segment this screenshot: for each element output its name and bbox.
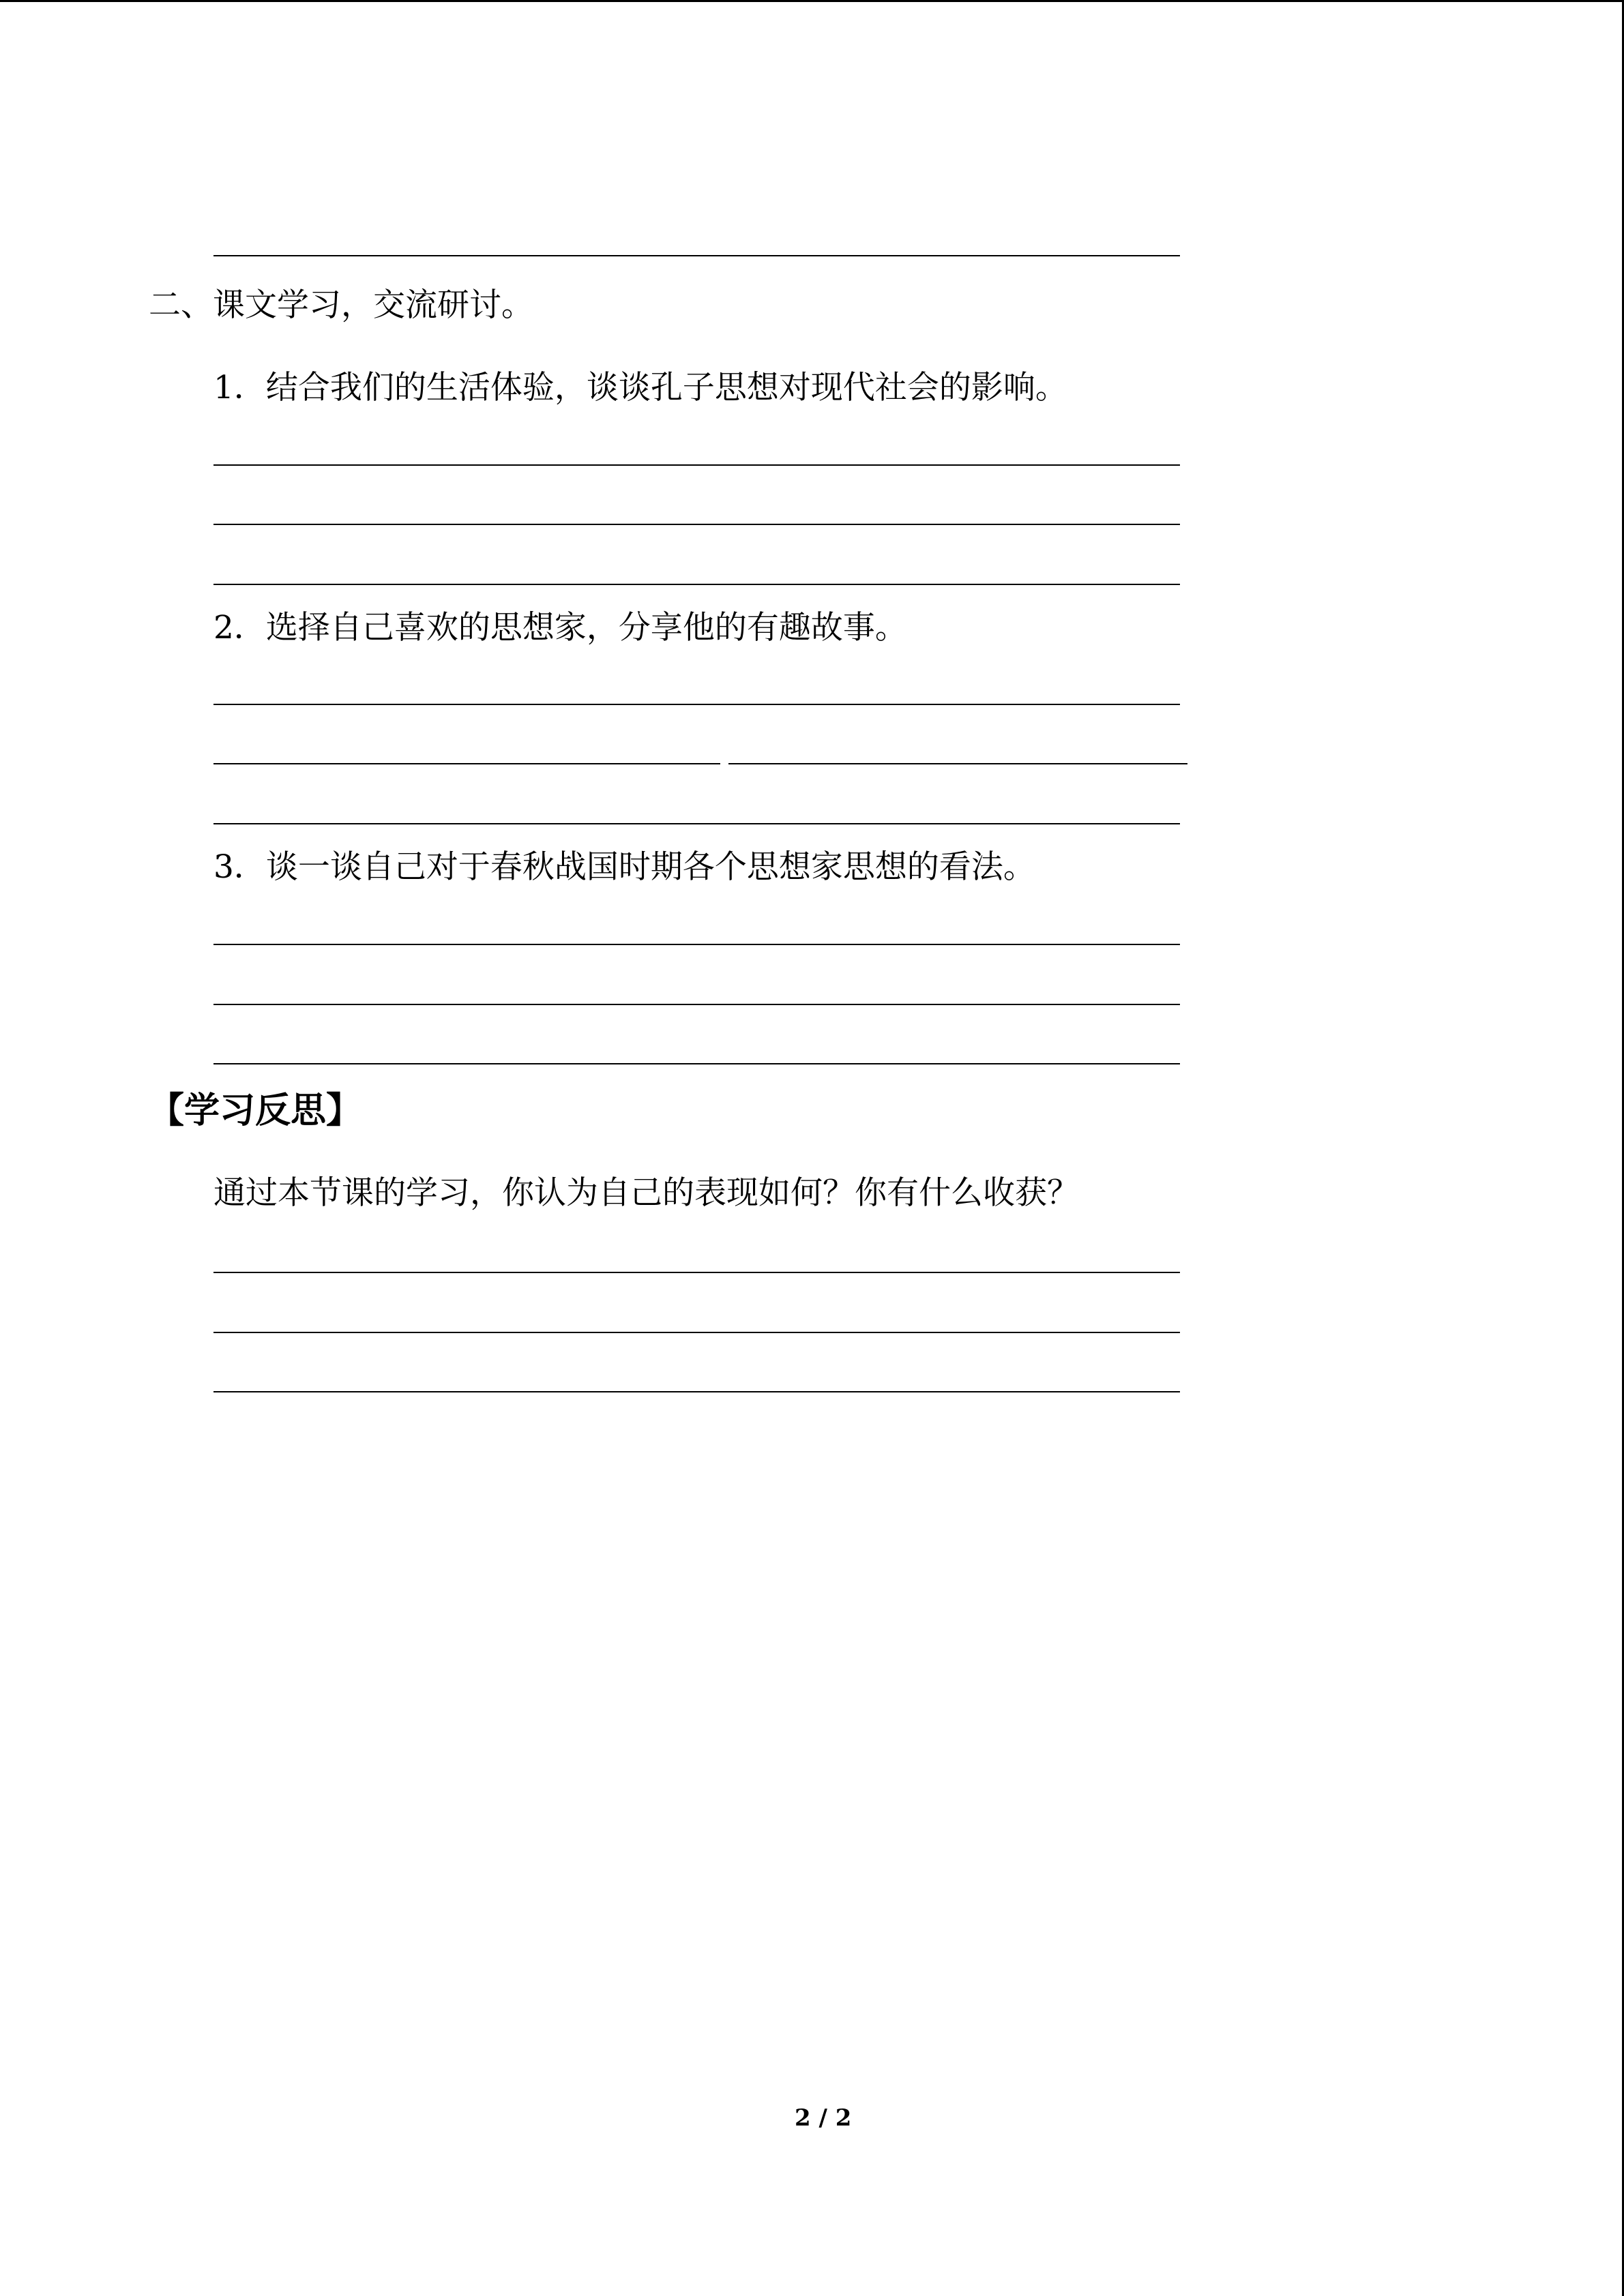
answer-line <box>213 704 1180 705</box>
answer-line <box>213 1063 1180 1064</box>
answer-line <box>213 763 720 764</box>
answer-line <box>213 584 1180 585</box>
answer-line <box>213 255 1180 256</box>
section-heading: 二、课文学习，交流研讨。 <box>149 286 533 324</box>
answer-line <box>213 1391 1180 1392</box>
answer-line <box>728 763 1187 764</box>
answer-line <box>213 1004 1180 1005</box>
page-number: 2 / 2 <box>795 2104 852 2132</box>
answer-line <box>213 1332 1180 1333</box>
page-top-border <box>0 0 1624 2</box>
answer-line <box>213 823 1180 824</box>
question-2: 2．选择自己喜欢的思想家，分享他的有趣故事。 <box>213 609 907 646</box>
answer-line <box>213 944 1180 945</box>
answer-line <box>213 1272 1180 1273</box>
answer-line <box>213 524 1180 525</box>
reflection-prompt: 通过本节课的学习，你认为自己的表现如何？你有什么收获？ <box>213 1174 1079 1212</box>
question-3: 3．谈一谈自己对于春秋战国时期各个思想家思想的看法。 <box>213 848 1035 886</box>
answer-line <box>213 464 1180 466</box>
question-1: 1．结合我们的生活体验，谈谈孔子思想对现代社会的影响。 <box>213 369 1067 406</box>
reflection-title: 【学习反思】 <box>149 1090 362 1131</box>
